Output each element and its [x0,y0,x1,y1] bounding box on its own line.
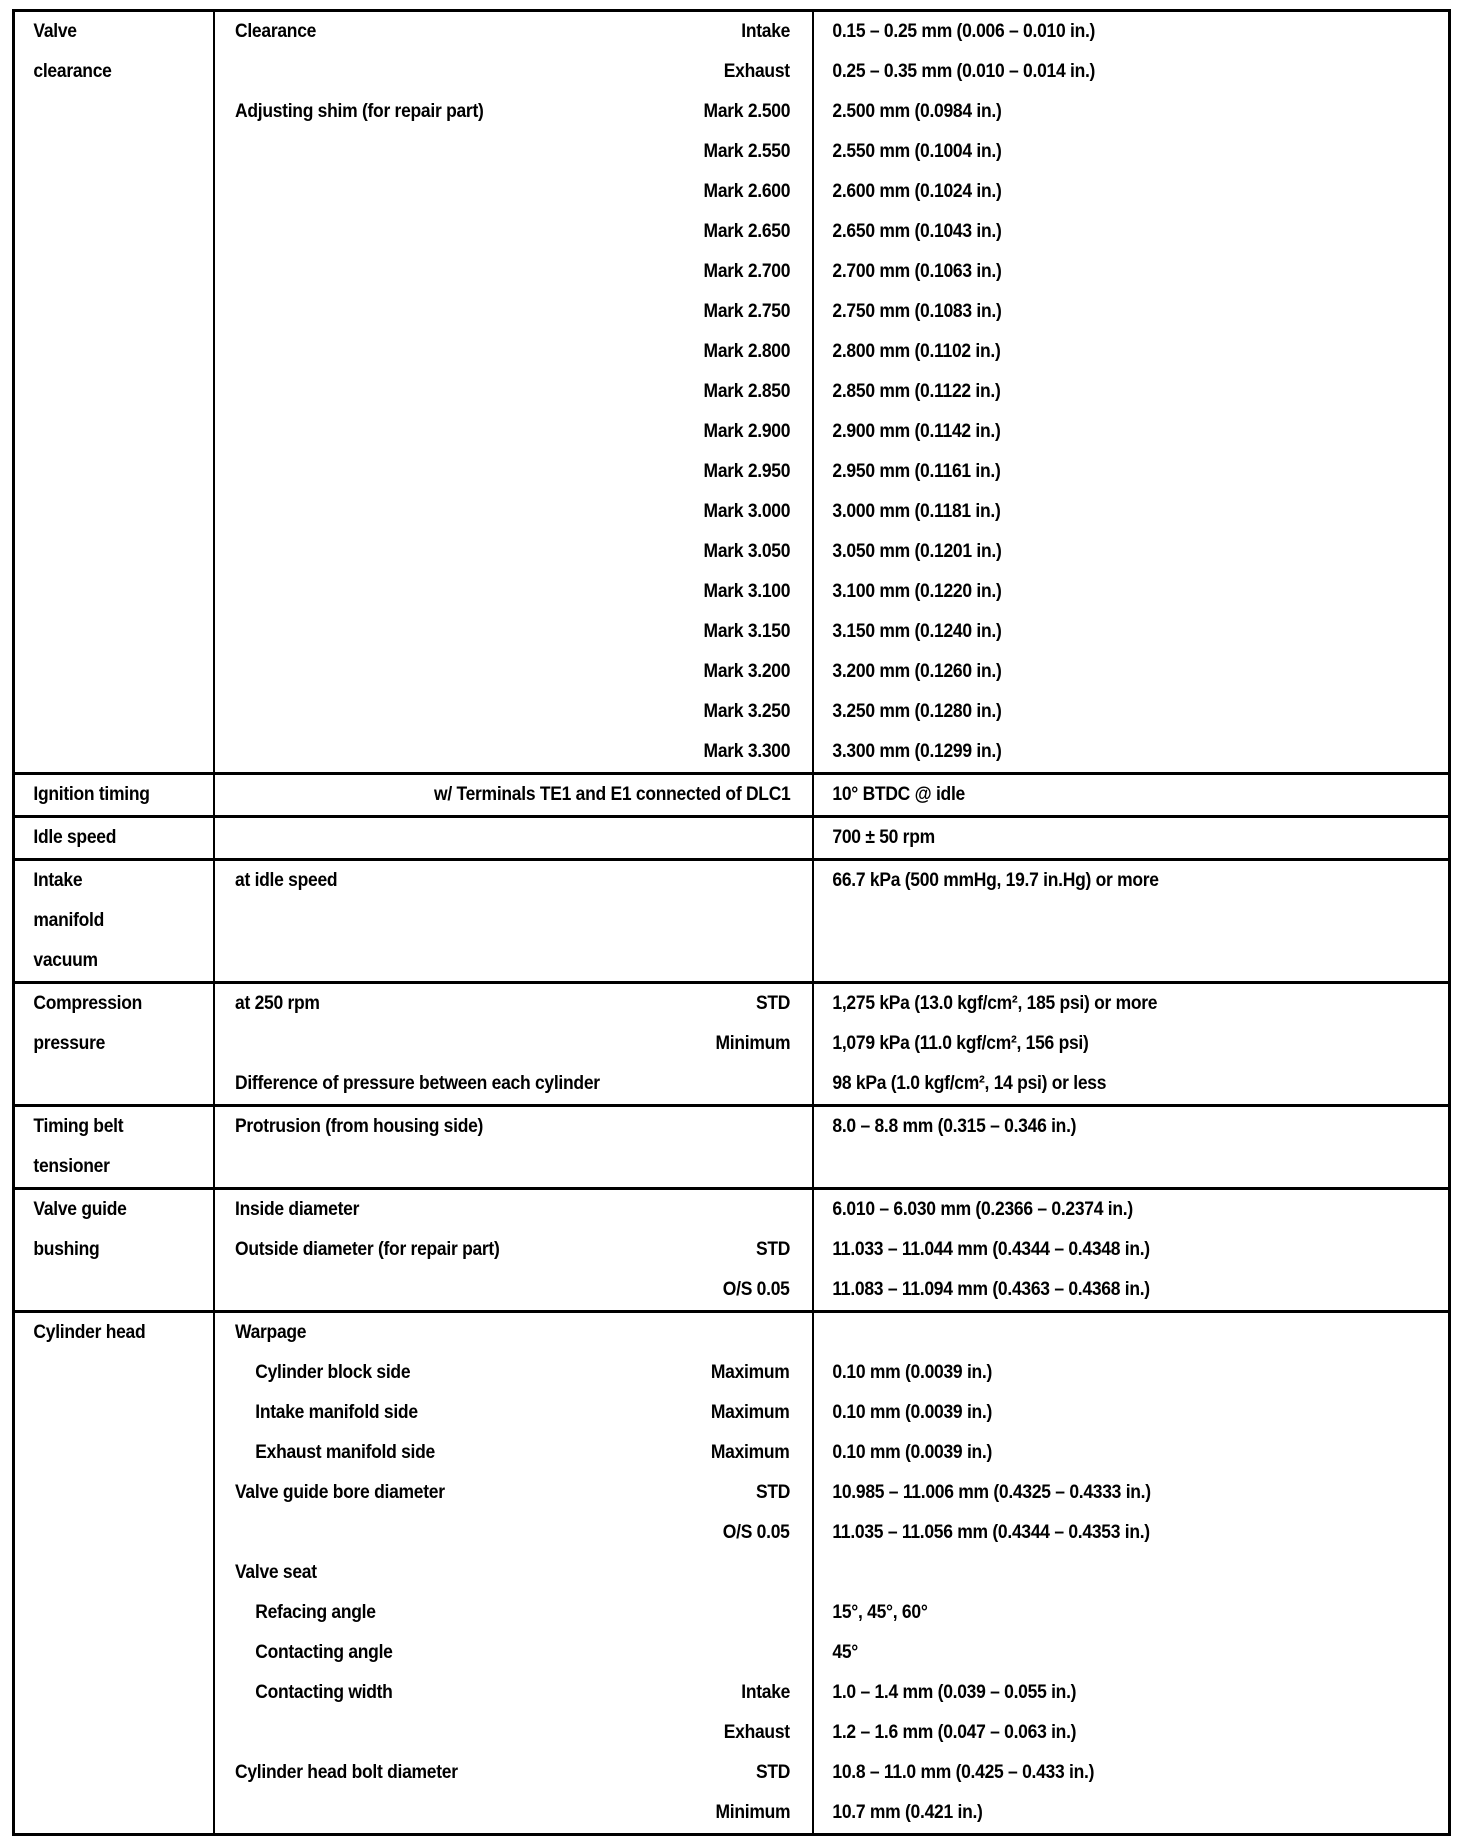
spec-section [15,1104,1448,1187]
spec-qualifier: Intake [741,21,790,42]
spec-item: Contacting width [255,1682,393,1703]
spec-value: 3.100 mm (0.1220 in.) [832,581,1002,602]
spec-item-row [215,1793,812,1833]
section-label: Cylinder head [33,1322,146,1343]
spec-item-row [215,1433,812,1473]
value-cell [814,775,1448,815]
spec-value: 3.050 mm (0.1201 in.) [832,541,1002,562]
value-cell [814,1190,1448,1310]
spec-value: 3.150 mm (0.1240 in.) [832,621,1002,642]
spec-value: 0.10 mm (0.0039 in.) [832,1402,993,1423]
spec-value [814,1147,1397,1187]
section-label: manifold [33,910,105,931]
spec-item-row [215,1064,812,1104]
spec-qualifier: Intake [741,1682,790,1703]
spec-qualifier: Mark 2.550 [703,141,790,162]
spec-value [814,1553,1397,1593]
spec-qualifier: Mark 3.050 [703,541,790,562]
section-label: Valve [33,21,77,42]
spec-item-row [215,412,812,452]
spec-qualifier: Mark 2.900 [703,421,790,442]
spec-item-row [215,452,812,492]
spec-item: Refacing angle [255,1602,376,1623]
spec-value: 2.750 mm (0.1083 in.) [832,301,1002,322]
spec-item-row [215,212,812,252]
spec-item: Inside diameter [235,1199,360,1220]
spec-item-row [215,172,812,212]
spec-item-row [215,732,812,772]
spec-value: 2.550 mm (0.1004 in.) [832,141,1002,162]
value-cell [814,1107,1448,1187]
spec-value: 2.900 mm (0.1142 in.) [832,421,1001,442]
spec-item: Warpage [235,1322,307,1343]
value-cell [814,984,1448,1104]
section-label-cell [15,984,215,1104]
spec-item-row [215,1673,812,1713]
specification-table [12,9,1451,1836]
spec-value: 1,275 kPa (13.0 kgf/cm², 185 psi) or more [832,993,1158,1014]
spec-qualifier: Exhaust [723,61,790,82]
item-cell [215,1190,814,1310]
spec-item: Valve seat [235,1562,317,1583]
spec-item-row [215,332,812,372]
spec-value: 0.10 mm (0.0039 in.) [832,1442,993,1463]
spec-item: Difference of pressure between each cylinder [235,1073,600,1094]
section-label: Intake [33,870,83,891]
spec-item-row [215,818,812,858]
spec-qualifier: O/S 0.05 [723,1279,790,1300]
spec-value: 0.25 – 0.35 mm (0.010 – 0.014 in.) [832,61,1096,82]
spec-item-row [215,941,812,981]
spec-value: 11.035 – 11.056 mm (0.4344 – 0.4353 in.) [832,1522,1150,1543]
spec-value: 3.200 mm (0.1260 in.) [832,661,1002,682]
spec-value: 6.010 – 6.030 mm (0.2366 – 0.2374 in.) [832,1199,1133,1220]
spec-item-row [215,572,812,612]
spec-qualifier: Mark 3.100 [703,581,790,602]
spec-item-row [215,1633,812,1673]
spec-item-row [215,532,812,572]
spec-item-row [215,1313,812,1353]
spec-item-row [215,1513,812,1553]
item-cell [215,984,814,1104]
spec-item-row [215,775,812,815]
spec-qualifier: Mark 2.600 [703,181,790,202]
section-label: clearance [33,61,112,82]
spec-item: at idle speed [235,870,338,891]
spec-qualifier: Maximum [711,1402,790,1423]
spec-value [814,901,1397,941]
spec-item-row [215,1230,812,1270]
spec-qualifier: STD [755,993,790,1014]
spec-item-row [215,1473,812,1513]
spec-qualifier: Maximum [711,1442,790,1463]
spec-item-row [215,1353,812,1393]
spec-section [15,1187,1448,1310]
spec-value: 8.0 – 8.8 mm (0.315 – 0.346 in.) [832,1116,1077,1137]
spec-qualifier: Mark 3.300 [703,741,790,762]
section-label-cell [15,775,215,815]
spec-item-row [215,1270,812,1310]
spec-value: 1.0 – 1.4 mm (0.039 – 0.055 in.) [832,1682,1077,1703]
spec-qualifier: Mark 2.800 [703,341,790,362]
spec-value: 66.7 kPa (500 mmHg, 19.7 in.Hg) or more [832,870,1159,891]
spec-qualifier: w/ Terminals TE1 and E1 connected of DLC1 [433,784,790,805]
spec-value: 0.15 – 0.25 mm (0.006 – 0.010 in.) [832,21,1096,42]
spec-item-row [215,132,812,172]
spec-qualifier: STD [755,1482,790,1503]
spec-value: 2.600 mm (0.1024 in.) [832,181,1002,202]
spec-value: 10.8 – 11.0 mm (0.425 – 0.433 in.) [832,1762,1095,1783]
spec-item: Contacting angle [255,1642,393,1663]
spec-item: Valve guide bore diameter [235,1482,445,1503]
spec-value: 10.7 mm (0.421 in.) [832,1802,983,1823]
spec-item-row [215,1553,812,1593]
spec-value: 2.850 mm (0.1122 in.) [832,381,1001,402]
spec-qualifier: Minimum [715,1802,790,1823]
spec-qualifier: Exhaust [723,1722,790,1743]
spec-value: 3.000 mm (0.1181 in.) [832,501,1001,522]
spec-qualifier: Mark 3.200 [703,661,790,682]
section-label-cell [15,1313,215,1833]
spec-item-row [215,612,812,652]
spec-value: 3.250 mm (0.1280 in.) [832,701,1002,722]
spec-item: Adjusting shim (for repair part) [235,101,484,122]
section-label-cell [15,861,215,981]
spec-item-row [215,252,812,292]
spec-item: at 250 rpm [235,993,320,1014]
spec-value: 2.950 mm (0.1161 in.) [832,461,1001,482]
spec-item-row [215,1024,812,1064]
item-cell [215,861,814,981]
spec-item: Protrusion (from housing side) [235,1116,484,1137]
spec-qualifier: Minimum [715,1033,790,1054]
value-cell [814,818,1448,858]
spec-item: Clearance [235,21,317,42]
spec-section [15,981,1448,1104]
section-label-cell [15,12,215,772]
spec-section [15,772,1448,815]
section-label: Timing belt [33,1116,124,1137]
spec-value: 0.10 mm (0.0039 in.) [832,1362,993,1383]
spec-value: 3.300 mm (0.1299 in.) [832,741,1002,762]
section-label: Valve guide [33,1199,127,1220]
spec-item-row [215,1190,812,1230]
spec-value: 1.2 – 1.6 mm (0.047 – 0.063 in.) [832,1722,1077,1743]
spec-value: 10.985 – 11.006 mm (0.4325 – 0.4333 in.) [832,1482,1151,1503]
spec-value: 2.500 mm (0.0984 in.) [832,101,1002,122]
section-label: vacuum [33,950,98,971]
spec-item-row [215,652,812,692]
spec-item: Outside diameter (for repair part) [235,1239,500,1260]
spec-qualifier: STD [755,1762,790,1783]
spec-qualifier: Mark 3.150 [703,621,790,642]
spec-item-row [215,52,812,92]
value-cell [814,1313,1448,1833]
spec-value: 10° BTDC @ idle [832,784,965,805]
item-cell [215,1107,814,1187]
section-label-cell [15,818,215,858]
spec-value [814,1313,1397,1353]
section-label: bushing [33,1239,100,1260]
item-cell [215,1313,814,1833]
section-label-cell [15,1190,215,1310]
spec-item-row [215,861,812,901]
item-cell [215,818,814,858]
spec-qualifier: Mark 2.850 [703,381,790,402]
spec-item: Intake manifold side [255,1402,418,1423]
spec-item-row [215,1593,812,1633]
spec-qualifier: Mark 2.750 [703,301,790,322]
spec-value: 700 ± 50 rpm [832,827,935,848]
spec-item-row [215,1753,812,1793]
spec-item-row [215,292,812,332]
spec-value [814,941,1397,981]
section-label: Idle speed [33,827,117,848]
spec-section [15,12,1448,772]
spec-item-row [215,1393,812,1433]
item-cell [215,775,814,815]
spec-qualifier: Mark 3.000 [703,501,790,522]
spec-qualifier: Mark 3.250 [703,701,790,722]
spec-qualifier: Maximum [711,1362,790,1383]
value-cell [814,861,1448,981]
value-cell [814,12,1448,772]
spec-qualifier: STD [755,1239,790,1260]
spec-qualifier: Mark 2.500 [703,101,790,122]
section-label: Ignition timing [33,784,150,805]
section-label: Compression [33,993,143,1014]
spec-qualifier: O/S 0.05 [723,1522,790,1543]
spec-item-row [215,92,812,132]
section-label: tensioner [33,1156,110,1177]
spec-qualifier: Mark 2.950 [703,461,790,482]
section-label: pressure [33,1033,106,1054]
spec-section [15,815,1448,858]
spec-item: Cylinder head bolt diameter [235,1762,458,1783]
spec-value: 2.800 mm (0.1102 in.) [832,341,1001,362]
spec-value: 1,079 kPa (11.0 kgf/cm², 156 psi) [832,1033,1089,1054]
spec-value: 15°, 45°, 60° [832,1602,928,1623]
spec-value: 2.650 mm (0.1043 in.) [832,221,1002,242]
spec-value: 11.083 – 11.094 mm (0.4363 – 0.4368 in.) [832,1279,1150,1300]
spec-item-row [215,984,812,1024]
spec-value: 98 kPa (1.0 kgf/cm², 14 psi) or less [832,1073,1107,1094]
spec-value: 2.700 mm (0.1063 in.) [832,261,1002,282]
spec-value: 45° [832,1642,859,1663]
spec-item-row [215,12,812,52]
spec-item-row [215,492,812,532]
section-label-cell [15,1107,215,1187]
spec-item-row [215,901,812,941]
spec-item-row [215,1107,812,1147]
spec-section [15,858,1448,981]
item-cell [215,12,814,772]
spec-qualifier: Mark 2.650 [703,221,790,242]
spec-item: Cylinder block side [255,1362,411,1383]
spec-value: 11.033 – 11.044 mm (0.4344 – 0.4348 in.) [832,1239,1150,1260]
spec-qualifier: Mark 2.700 [703,261,790,282]
spec-item-row [215,372,812,412]
spec-item-row [215,692,812,732]
spec-section [15,1310,1448,1833]
spec-item-row [215,1147,812,1187]
spec-item: Exhaust manifold side [255,1442,435,1463]
spec-item-row [215,1713,812,1753]
